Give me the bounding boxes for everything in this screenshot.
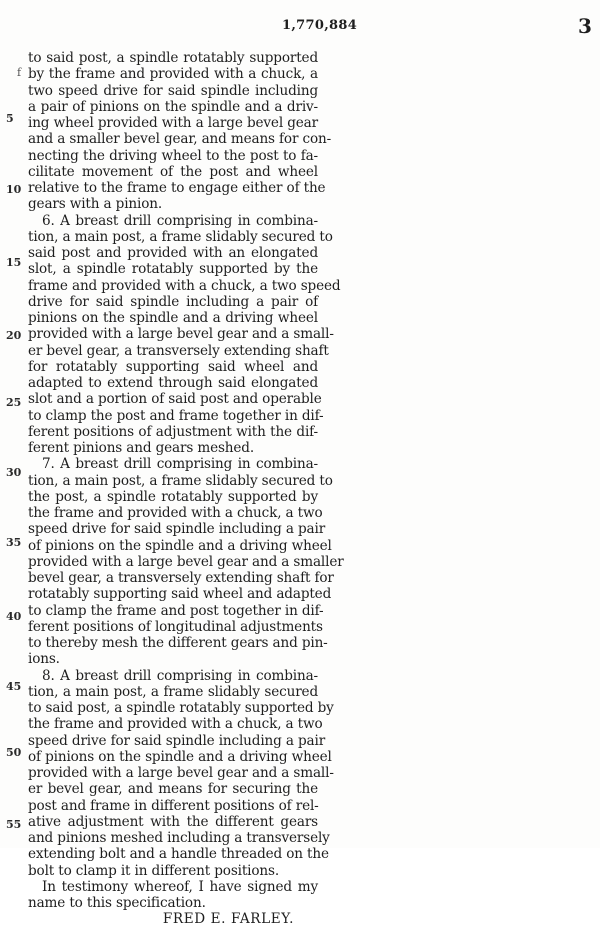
text-line: gears with a pinion. — [28, 196, 163, 213]
line-number-45: 45 — [6, 680, 22, 693]
text-line: the frame and provided with a chuck, a two — [28, 505, 323, 521]
text-line: of pinions on the spindle and a driving wheel — [28, 537, 332, 554]
text-line: cilitate movement of the post and wheel — [28, 163, 318, 180]
text-line: the post, a spindle rotatably supported by — [28, 488, 318, 505]
text-line: bolt to clamp it in different positions. — [28, 862, 280, 879]
text-line: extending bolt and a handle threaded on the — [28, 846, 329, 863]
line-number-55: 55 — [6, 818, 22, 831]
claim-6-start: 6. A breast drill comprising in combina- — [42, 212, 318, 229]
text-line: slot, a spindle rotatably supported by the — [28, 261, 318, 278]
text-line: a pair of pinions on the spindle and a driv- — [28, 98, 318, 115]
text-line: ferent positions of adjustment with the dif- — [28, 423, 318, 440]
text-line: the frame and provided with a chuck, a two — [28, 716, 323, 733]
patent-number: 1,770,884 — [282, 18, 358, 33]
text-line: speed drive for said spindle including a pair — [28, 521, 326, 538]
text-line: ions. — [28, 651, 60, 668]
text-line: pinions on the spindle and a driving wheel — [28, 310, 318, 326]
text-line: adapted to extend through said elongated — [28, 375, 318, 391]
text-line: two speed drive for said spindle including — [28, 82, 318, 99]
text-line: tion, a main post, a frame slidably secured — [28, 683, 318, 700]
text-line: to clamp the frame and post together in dif- — [28, 602, 324, 619]
text-line: bevel gear, a transversely extending shaft for — [28, 570, 334, 586]
text-line: and pinions meshed including a transversely — [28, 830, 330, 846]
text-line: ative adjustment with the different gears — [28, 813, 318, 830]
testimony-line: In testimony whereof, I have signed my — [42, 878, 318, 895]
text-line: to clamp the post and frame together in dif- — [28, 407, 324, 424]
text-line: speed drive for said spindle including a pair — [28, 732, 326, 749]
text-line: slot and a portion of said post and operable — [28, 391, 322, 408]
text-line: by the frame and provided with a chuck, a — [28, 66, 318, 83]
text-line: frame and provided with a chuck, a two speed — [28, 277, 341, 294]
text-line: said post and provided with an elongated — [28, 245, 318, 261]
text-line: rotatably supporting said wheel and adapted — [28, 586, 332, 603]
margin-mark: f — [17, 66, 22, 79]
line-number-40: 40 — [6, 610, 22, 623]
text-line: to said post, a spindle rotatably supported by — [28, 700, 334, 716]
line-number-25: 25 — [6, 396, 22, 409]
claim-8-start: 8. A breast drill comprising in combina- — [42, 667, 318, 684]
text-line: er bevel gear, and means for securing the — [28, 781, 318, 798]
text-line: necting the driving wheel to the post to fa- — [28, 147, 318, 164]
claim-7-start: 7. A breast drill comprising in combina- — [42, 456, 318, 473]
page-number: 3 — [578, 14, 592, 38]
text-line: er bevel gear, a transversely extending shaft — [28, 342, 329, 359]
line-number-5: 5 — [6, 112, 14, 125]
line-number-10: 10 — [6, 183, 22, 196]
text-line: to thereby mesh the different gears and pin- — [28, 635, 328, 651]
text-line: relative to the frame to engage either of the — [28, 180, 326, 196]
line-number-50: 50 — [6, 746, 22, 759]
text-line: provided with a large bevel gear and a small- — [28, 326, 334, 343]
line-number-35: 35 — [6, 536, 22, 549]
text-line: post and frame in different positions of rel- — [28, 797, 319, 814]
text-line: ferent pinions and gears meshed. — [28, 440, 255, 456]
text-line: of pinions on the spindle and a driving wheel — [28, 748, 332, 765]
text-line: provided with a large bevel gear and a smaller — [28, 553, 344, 570]
text-line: drive for said spindle including a pair of — [28, 293, 318, 310]
claims-text-column — [28, 50, 344, 928]
text-line: ing wheel provided with a large bevel gear — [28, 115, 318, 131]
line-number-15: 15 — [6, 256, 22, 269]
text-line: name to this specification. — [28, 895, 206, 911]
text-line: and a smaller bevel gear, and means for con- — [28, 131, 332, 148]
line-number-30: 30 — [6, 466, 22, 479]
inventor-signature: FRED E. FARLEY. — [162, 911, 294, 928]
text-line: provided with a large bevel gear and a small- — [28, 765, 334, 781]
text-line: for rotatably supporting said wheel and — [28, 358, 318, 375]
text-line: tion, a main post, a frame slidably secured to — [28, 228, 333, 245]
line-number-20: 20 — [6, 329, 22, 342]
text-line: tion, a main post, a frame slidably secured to — [28, 472, 333, 489]
text-line: ferent positions of longitudinal adjustments — [28, 618, 323, 635]
text-line: to said post, a spindle rotatably supported — [28, 50, 318, 66]
